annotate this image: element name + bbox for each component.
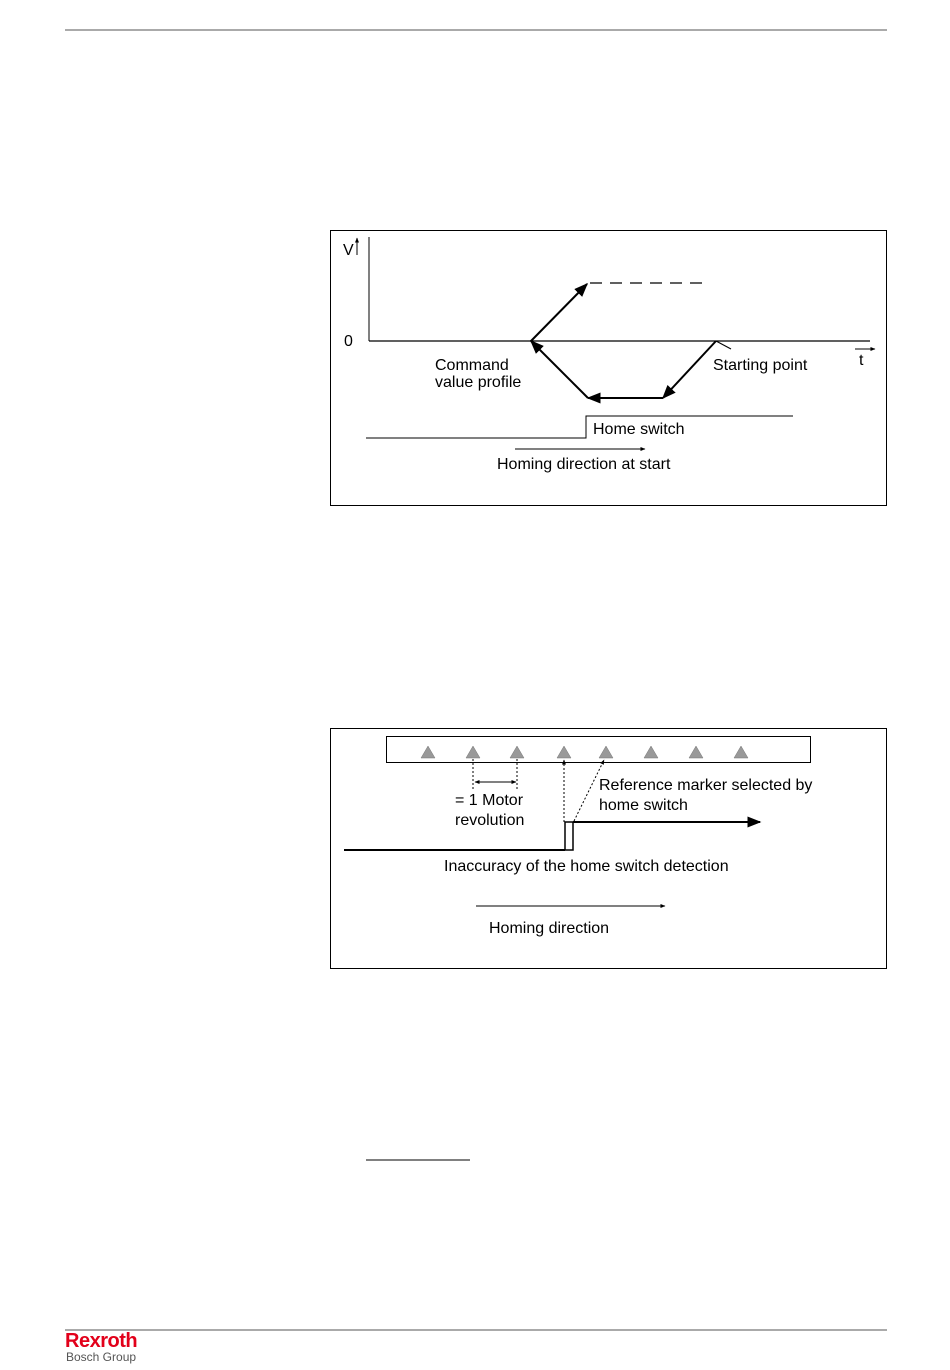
zero-label: 0 — [344, 333, 353, 350]
starting-point-label: Starting point — [713, 357, 808, 374]
ref-marker-label-2: home switch — [599, 797, 688, 814]
inaccuracy-label: Inaccuracy of the home switch detection — [444, 858, 729, 875]
home-switch-label: Home switch — [593, 421, 685, 438]
homing-direction-label: Homing direction — [489, 920, 610, 937]
rexroth-logo: Rexroth — [65, 1330, 138, 1352]
ref-marker-label-1: Reference marker selected by — [599, 777, 813, 794]
motor-rev-label-2: revolution — [455, 812, 525, 829]
diagram-reference-marker — [331, 729, 887, 969]
diagram-command-value-profile — [331, 231, 887, 506]
profile-label-1: Command — [435, 357, 509, 374]
homing-direction-start-label: Homing direction at start — [497, 456, 671, 473]
motor-rev-label-1: = 1 Motor — [455, 792, 524, 809]
bosch-group-label: Bosch Group — [66, 1350, 137, 1364]
t-axis-label: t — [859, 352, 864, 369]
marker-triangles — [421, 746, 748, 758]
profile-label-2: value profile — [435, 374, 522, 391]
v-axis-label: V — [343, 242, 354, 259]
